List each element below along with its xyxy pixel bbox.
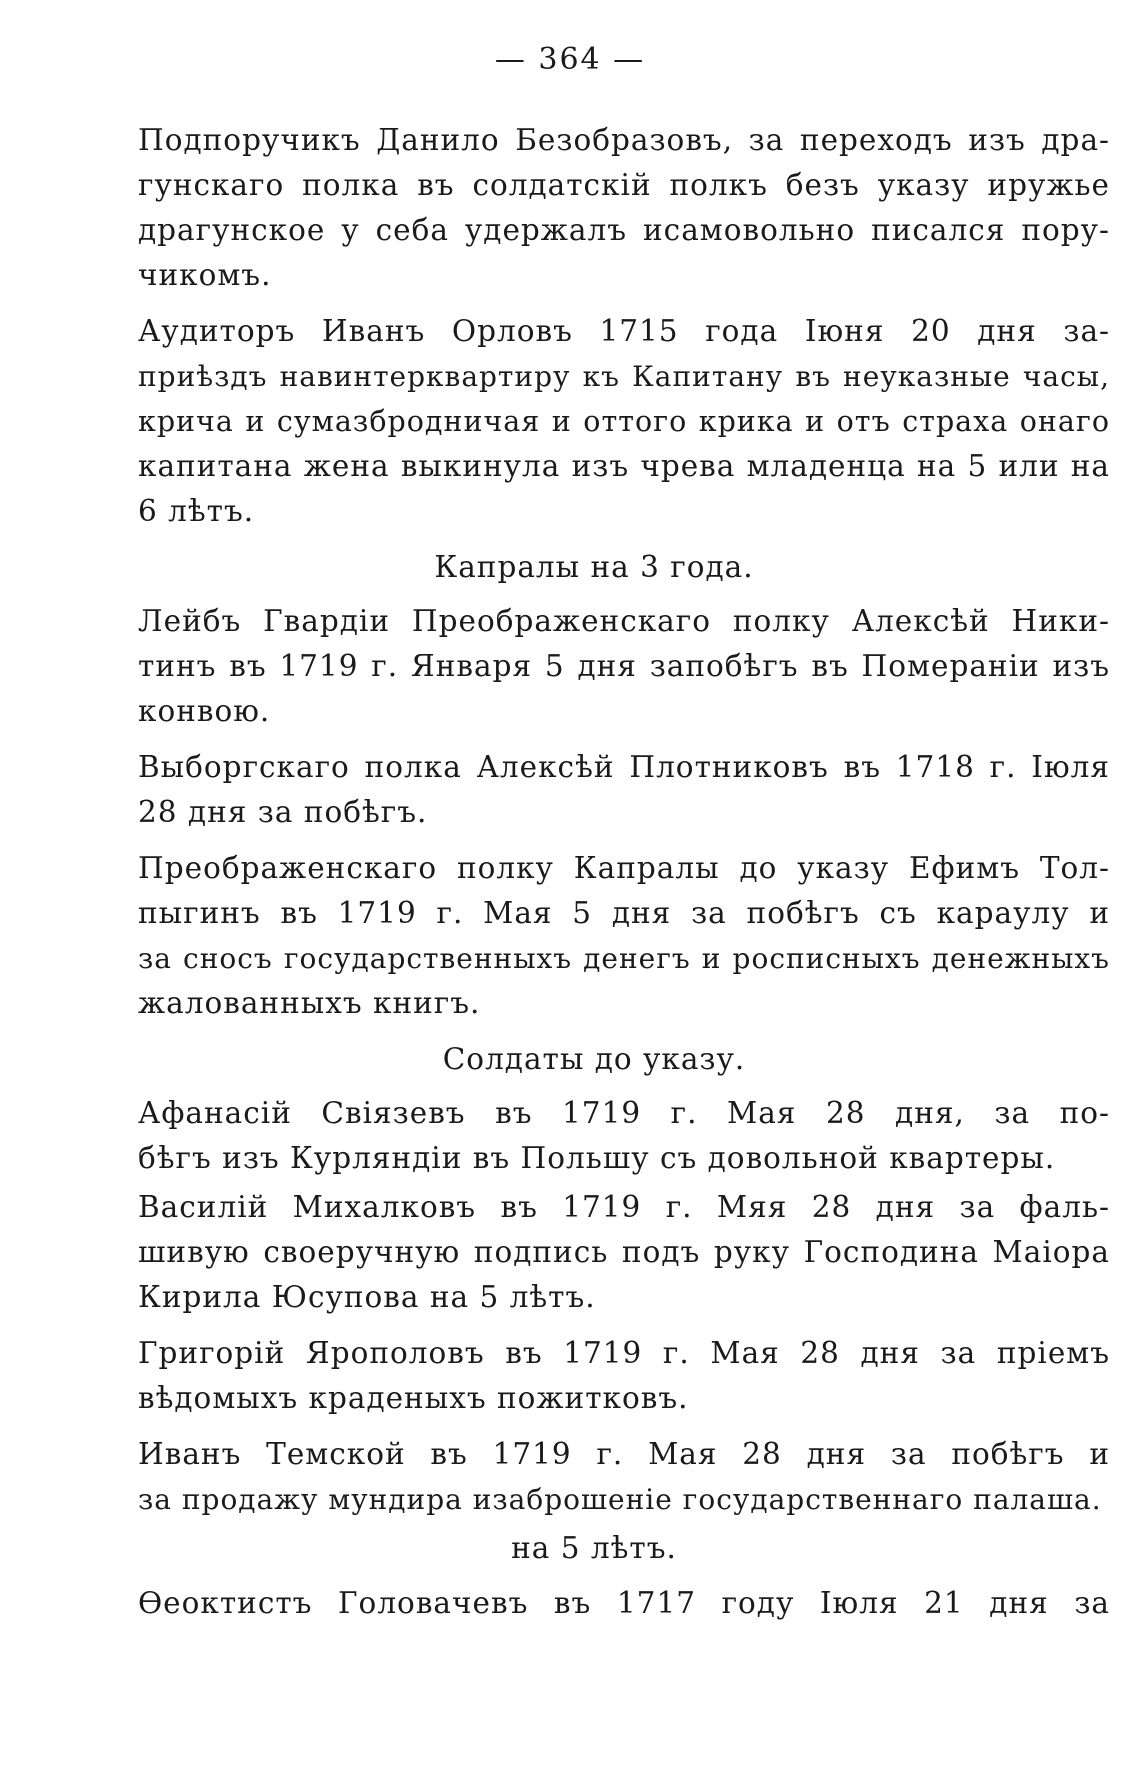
text-line: Лейбъ Гвардіи Преображенскаго полку Алексѣй Ники- xyxy=(138,604,1110,638)
section-heading-soldiers: Солдаты до указу. xyxy=(442,1042,746,1076)
text-line: чикомъ. xyxy=(138,258,272,292)
text-line: конвою. xyxy=(138,694,271,728)
text-line: жалованныхъ книгъ. xyxy=(138,986,481,1020)
text-line: тинъ въ 1719 г. Января 5 дня запобѣгъ въ Помераніи изъ xyxy=(138,649,1110,683)
entry-mikhalkov xyxy=(78,1185,1110,1320)
text-line: за сносъ государственныхъ денегъ и росписныхъ денежныхъ xyxy=(138,942,1110,975)
text-line: гунскаго полка въ солдатскій полкъ безъ указу иружье xyxy=(138,168,1110,202)
text-column xyxy=(78,118,1110,1637)
text-line: Выборгскаго полка Алексѣй Плотниковъ въ 1718 г. Іюля xyxy=(138,750,1110,784)
entry-golovachev xyxy=(78,1581,1110,1626)
text-line: капитана жена выкинула изъ чрева младенца на 5 или на xyxy=(138,449,1110,483)
page-number: — 364 — xyxy=(494,42,646,77)
entry-yaropolov xyxy=(78,1331,1110,1421)
text-line: вѣдомыхъ краденыхъ пожитковъ. xyxy=(138,1381,689,1415)
text-line: Ѳеоктистъ Головачевъ въ 1717 году Іюля 21 дня за xyxy=(138,1586,1110,1620)
text-line: пыгинъ въ 1719 г. Мая 5 дня за побѣгъ съ караулу и xyxy=(138,896,1110,930)
text-line: Подпоручикъ Данило Безобразовъ, за переходъ изъ дра- xyxy=(138,123,1110,157)
text-line: 6 лѣтъ. xyxy=(138,494,255,528)
entry-sviyazev xyxy=(78,1091,1110,1181)
text-line: Кирила Юсупова на 5 лѣтъ. xyxy=(138,1280,596,1314)
text-line: шивую своеручную подпись подъ руку Господина Маіора xyxy=(138,1235,1110,1269)
text-line: Григорій Ярополовъ въ 1719 г. Мая 28 дня за пріемъ xyxy=(138,1336,1110,1370)
text-line: 28 дня за побѣгъ. xyxy=(138,795,428,829)
entry-orlov xyxy=(78,309,1110,534)
text-line: приѣздъ навинтерквартиру къ Капитану въ неуказные часы, xyxy=(138,360,1110,393)
text-line: бѣгъ изъ Курляндіи въ Польшу съ довольной квартеры. xyxy=(138,1141,1056,1175)
entry-tolpygin xyxy=(78,846,1110,1026)
entry-bezobrazov xyxy=(78,118,1110,298)
centered-note: на 5 лѣтъ. xyxy=(511,1531,677,1565)
entry-nikitin xyxy=(78,599,1110,734)
section-heading-corporals: Капралы на 3 года. xyxy=(434,550,754,584)
entry-temskoy xyxy=(78,1432,1110,1522)
text-line: Иванъ Темской въ 1719 г. Мая 28 дня за побѣгъ и xyxy=(138,1437,1110,1471)
text-line: за продажу мундира изаброшеніе государственнаго палаша. xyxy=(138,1483,1102,1516)
text-line: Преображенскаго полку Капралы до указу Ефимъ Тол- xyxy=(138,851,1110,885)
entry-plotnikov xyxy=(78,745,1110,835)
text-line: Василій Михалковъ въ 1719 г. Мяя 28 дня за фаль- xyxy=(138,1190,1110,1224)
text-line: крича и сумазбродничая и оттого крика и отъ страха онаго xyxy=(138,405,1110,438)
text-line: Аудиторъ Иванъ Орловъ 1715 года Іюня 20 дня за- xyxy=(138,314,1110,348)
text-line: Афанасій Свіязевъ въ 1719 г. Мая 28 дня, за по- xyxy=(138,1096,1110,1130)
text-line: драгунское у себа удержалъ исамовольно писался пору- xyxy=(138,213,1110,247)
